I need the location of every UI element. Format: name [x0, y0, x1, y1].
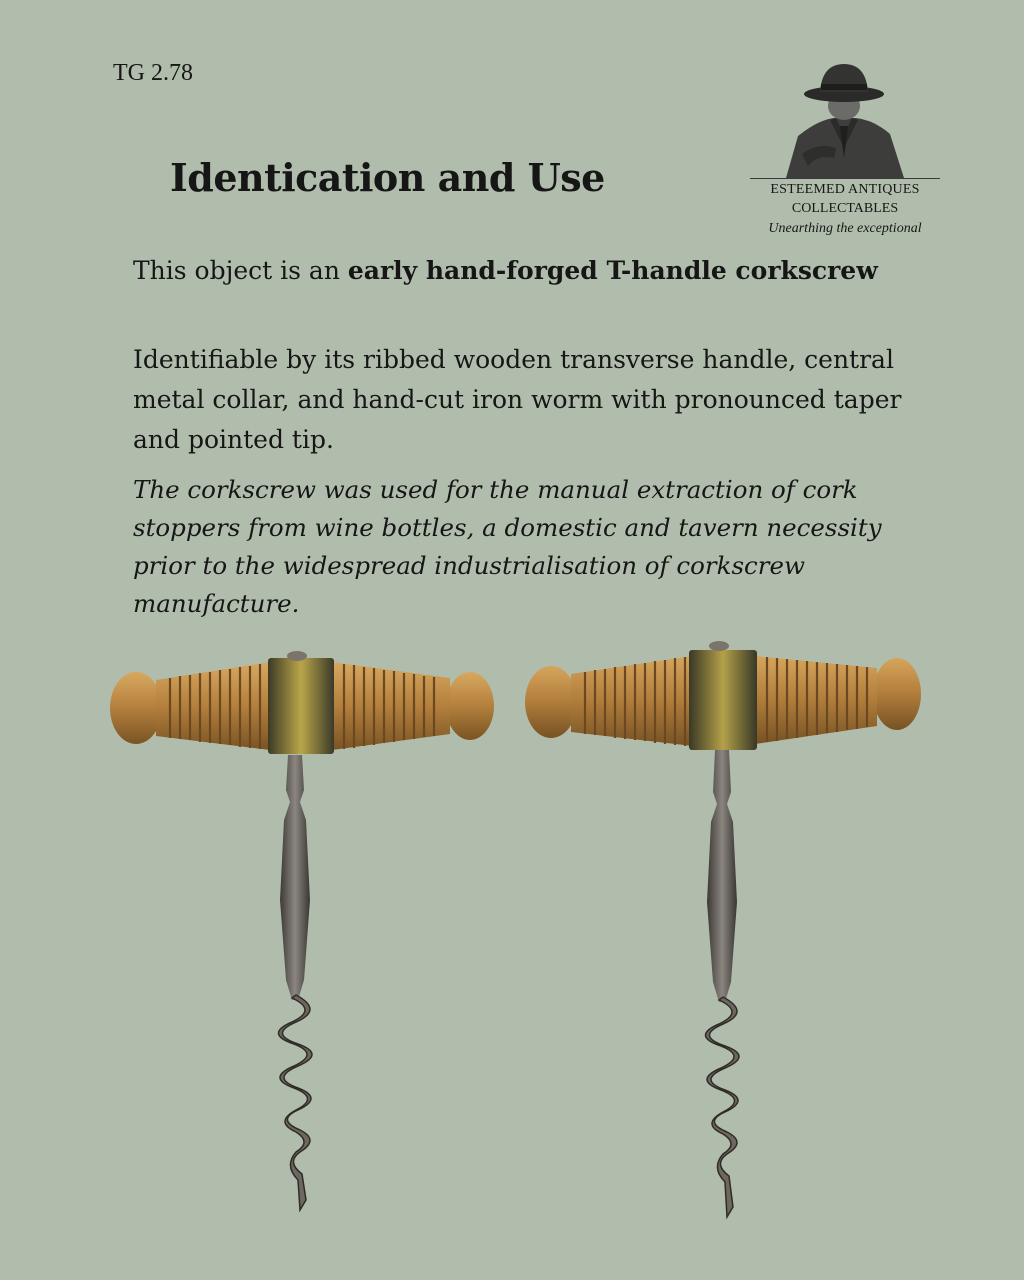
intro-object-name: early hand-forged T-handle corkscrew: [347, 256, 878, 285]
page-title: Identication and Use: [170, 155, 605, 200]
logo-divider: [750, 178, 940, 179]
intro-paragraph: [133, 252, 893, 290]
detective-icon: [778, 58, 912, 178]
logo-name-line-1: ESTEEMED ANTIQUES: [770, 182, 920, 197]
logo-name-line-2: COLLECTABLES: [791, 201, 899, 216]
description-paragraph: Identifiable by its ribbed wooden transverse handle, central metal collar, and hand-cut iron worm with pronounced taper and pointed tip.: [133, 345, 902, 454]
corkscrew-photo-right: [515, 632, 935, 1222]
logo-tagline: Unearthing the exceptional: [768, 221, 922, 236]
usage-paragraph: The corkscrew was used for the manual extraction of cork stoppers from wine bottles, a domestic and tavern necessity prior to the widespread industrialisation of corkscrew manufacture.: [133, 475, 882, 618]
brand-logo: [748, 58, 942, 243]
intro-prefix: This object is an: [133, 256, 348, 285]
reference-code: TG 2.78: [113, 60, 193, 86]
corkscrew-photo-left: [100, 640, 510, 1220]
